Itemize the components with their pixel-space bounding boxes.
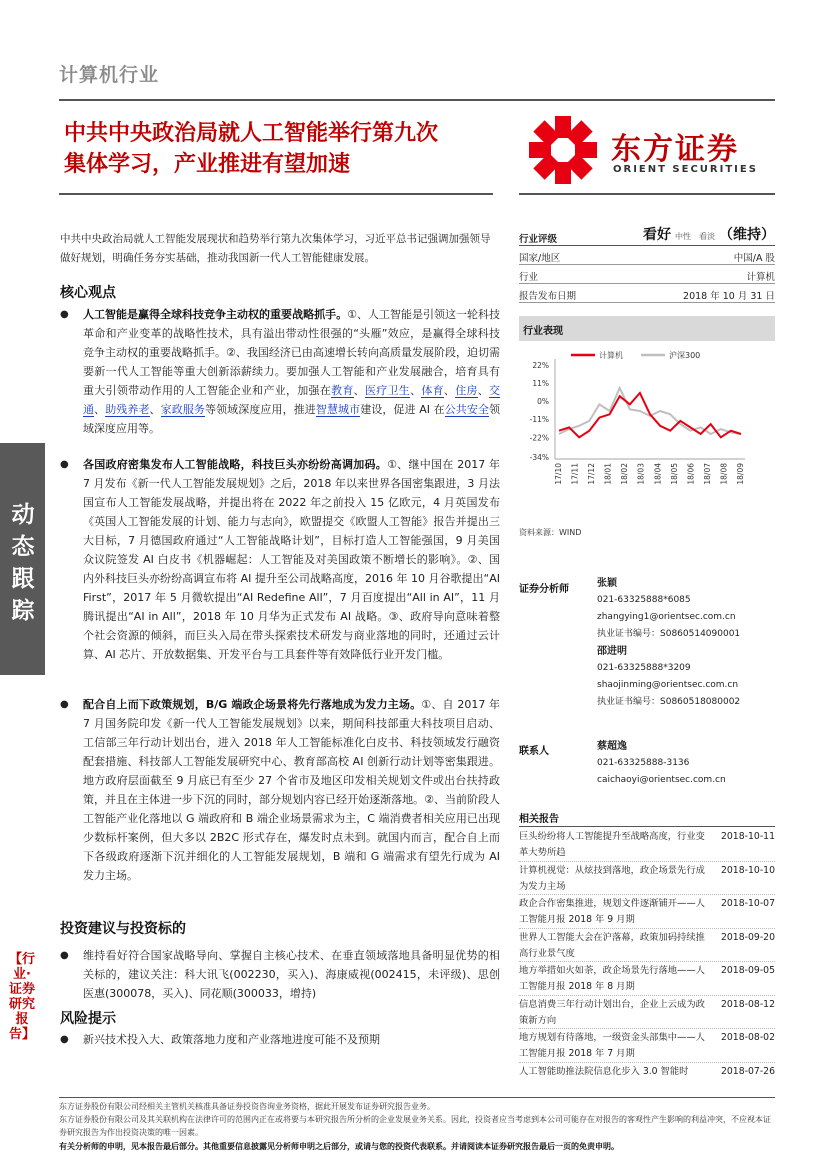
rating-alt-bearish: 看淡 <box>699 232 715 241</box>
analyst-1-name: 张颖 <box>597 578 617 589</box>
legend-label: 计算机 <box>599 351 623 360</box>
y-tick-label: -34% <box>529 453 549 462</box>
analyst-2-phone: 021-63325888*3209 <box>597 663 691 673</box>
report-title: 政企合作密集推进，规划文件逐渐铺开——人工智能月报 2018 年 9 月期 <box>519 898 705 925</box>
rating-main: 看好 <box>643 227 671 243</box>
report-date: 2018-10-11 <box>720 831 775 842</box>
analyst-2-name: 邵进明 <box>597 646 627 657</box>
company-logo <box>525 110 775 190</box>
related-report-item[interactable] <box>519 1063 775 1083</box>
contact-name: 蔡超逸 <box>597 741 627 752</box>
title-line-2: 集体学习，产业推进有望加速 <box>64 152 351 177</box>
analyst-2-cert: 执业证书编号：S0860518080002 <box>597 697 741 707</box>
x-tick-label: 17/11 <box>570 463 580 485</box>
info-key: 行业 <box>519 272 539 283</box>
info-key: 国家/地区 <box>519 253 561 264</box>
related-report-item[interactable] <box>519 1029 775 1063</box>
sep: 、 <box>410 384 422 397</box>
contact-phone: 021-63325888-3136 <box>597 758 690 768</box>
related-report-item[interactable] <box>519 862 775 896</box>
related-reports-label: 相关报告 <box>519 814 559 825</box>
sep: 、 <box>149 403 161 416</box>
title-line-1: 中共中央政治局就人工智能举行第九次 <box>64 121 439 146</box>
highlight-transport[interactable]: 交通 <box>83 384 501 416</box>
bullet-3-lead: 配合自上而下政策规划，B/G 端政企场景将先行落地成为发力主场。 <box>83 698 422 711</box>
analyst-1-email[interactable]: zhangying1@orientsec.com.cn <box>597 612 736 622</box>
rating-alt-neutral: 中性 <box>675 232 691 241</box>
info-value: 2018 年 10 月 31 日 <box>683 291 775 302</box>
title-divider <box>59 193 493 195</box>
x-tick-label: 18/04 <box>653 463 663 485</box>
bullet-1 <box>60 305 500 438</box>
report-date: 2018-09-05 <box>720 965 775 976</box>
bullet-3-body: ①、自 2017 年 7 月国务院印发《新一代人工智能发展规划》以来，期间科技部重大科技项目启动、工信部三年行动计划出台，进入 2018 年人工智能标准化白皮书、科技领域发行融资配套措施、科技部人工智能发展研究中心、教育部高校 AI 创新行动计划等密集跟进。地方政府层面截至 9 月底已有至少 27 个省市及地区印发相关规划文件或出台扶持政策，并且在主体进一步下沉的同时，部分规划内容已经开始逐渐落地。②、当前阶段人工智能产业化落地以 G 端政府和 B 端企业场景需求为主，C 端消费者相关应用已出现少数标杆案例，但大多以 2B2C 形式存在，爆发时点未到。就国内而言，配合自上而下各级政府逐渐下沉并细化的人工智能发展规划，B 端和 G 端需求有望先行成为 AI 发力主场。 <box>83 698 500 882</box>
intro-paragraph: 中共中央政治局就人工智能发展现状和趋势举行第九次集体学习，习近平总书记强调加强领导做好规划，明确任务夯实基础，推动我国新一代人工智能健康发展。 <box>60 233 491 264</box>
report-title: 信息消费三年行动计划出台，企业上云成为政策新方向 <box>519 998 705 1026</box>
related-report-item[interactable] <box>519 895 775 929</box>
performance-label: 行业表现 <box>523 326 563 337</box>
header-divider <box>59 99 775 101</box>
bullet-dot: ● <box>60 459 69 470</box>
sep: 、 <box>353 384 365 397</box>
orient-logo-icon <box>525 112 601 188</box>
sep: 、 <box>94 403 106 416</box>
highlight-education[interactable]: 教育 <box>331 384 354 397</box>
industry-performance-chart <box>519 345 775 520</box>
info-value: 计算机 <box>746 272 775 283</box>
chart-source: 资料来源：WIND <box>519 528 582 537</box>
x-tick-label: 18/01 <box>603 463 613 485</box>
contact-email[interactable]: caichaoyi@orientsec.com.cn <box>597 775 726 785</box>
report-date: 2018-08-02 <box>720 1032 775 1043</box>
x-tick-label: 18/07 <box>702 463 712 485</box>
report-title: 世界人工智能大会在沪落幕，政策加码持续推高行业景气度 <box>519 931 705 959</box>
y-tick-label: 11% <box>532 379 549 389</box>
x-tick-label: 18/02 <box>620 463 630 485</box>
bullet-invest <box>60 946 500 1003</box>
highlight-elderly[interactable]: 助残养老 <box>105 403 150 416</box>
x-tick-label: 18/05 <box>669 463 679 485</box>
rating-table <box>519 224 775 303</box>
highlight-smart-city[interactable]: 智慧城市 <box>315 403 361 416</box>
sidebar-dynamic-label: 动态跟踪 <box>11 502 35 624</box>
related-reports-header <box>519 807 775 827</box>
legend-label: 沪深300 <box>669 351 701 360</box>
y-tick-label: 0% <box>537 397 549 407</box>
y-tick-label: -22% <box>529 433 549 443</box>
report-date: 2018-09-20 <box>720 931 775 943</box>
x-tick-label: 18/08 <box>719 463 729 485</box>
y-tick-label: 22% <box>532 361 549 370</box>
report-title: 人工智能助推法院信息化步入 3.0 智能时 <box>519 1065 689 1077</box>
core-heading: 核心观点 <box>60 285 116 301</box>
report-title: 地方举措如火如荼，政企场景先行落地——人工智能月报 2018 年 8 月期 <box>519 965 705 992</box>
sep: 、 <box>477 384 490 397</box>
related-reports-list <box>519 828 775 1083</box>
series-line-computer <box>559 393 741 437</box>
related-report-item[interactable] <box>519 962 775 996</box>
report-date: 2018-08-12 <box>720 998 775 1010</box>
sep: 、 <box>443 384 456 397</box>
report-title: 地方规划有待落地，一级资金头部集中——人工智能月报 2018 年 7 月期 <box>519 1032 705 1059</box>
info-row <box>519 265 775 284</box>
x-tick-label: 18/09 <box>736 463 745 485</box>
rating-keep: （维持） <box>719 227 775 243</box>
analyst-1-cert: 执业证书编号：S0860514090001 <box>597 629 741 639</box>
bullet-2-body: ①、继中国在 2017 年 7 月发布《新一代人工智能发展规划》之后，2018 年以来世界各国密集跟进，3 月法国宣布人工智能发展战略，并提出将在 2022 年之前投入 15 亿欧元，4 月英国发布《英国人工智能发展的计划、能力与志向》，欧盟提交《欧盟人工智能》报告并提出三大目标，7 月德国政府通过“人工智能战略计划”，目标打造人工智能强国，9 月美国众议院签发 AI 白皮书《机器崛起：人工智能及对美国政策不断增长的影响》。②、国内外科技巨头亦纷纷高调宣布将 AI 提升至公司战略高度，2016 年 10 月谷歌提出“AI First”，2017 年 5 月微软提出“AI Redefine All”，7 月百度提出“All in AI”，11 月腾讯提出“AI in All”，2018 年 10 月华为正式发布 AI 战略。③、政府导向意味着整个社会资源的倾斜，而巨头入局在带头探索技术研发与商业落地的同时，还通过云计算、AI 芯片、开放数据集、开发平台与工具套件等有效降低行业开发门槛。 <box>83 458 501 661</box>
contact-block <box>597 738 726 789</box>
highlight-public-safety[interactable]: 公共安全 <box>444 403 490 416</box>
x-tick-label: 18/03 <box>636 463 646 485</box>
performance-header <box>519 316 775 341</box>
analyst-1-phone: 021-63325888*6085 <box>597 595 691 605</box>
x-tick-label: 17/12 <box>587 463 597 485</box>
analyst-block <box>597 575 740 711</box>
analyst-label: 证券分析师 <box>519 584 569 595</box>
contact-label: 联系人 <box>519 746 549 757</box>
rating-row <box>519 224 775 246</box>
footer-line-3: 有关分析师的申明，见本报告最后部分。其他重要信息披露见分析师申明之后部分，或请与您的投资代表联系。并请阅读本证券研究报告最后一页的免责申明。 <box>59 1142 619 1151</box>
x-tick-label: 17/10 <box>554 463 563 485</box>
rating-label: 行业评级 <box>519 234 558 245</box>
logo-en-text: ORIENT SECURITIES <box>613 164 758 175</box>
report-title <box>64 118 504 180</box>
highlight-housing[interactable]: 住房 <box>455 384 478 397</box>
sidebar-report-type: 【行业·证券研究报告】 <box>8 952 35 1042</box>
sidebar-dynamic-tab <box>0 443 45 675</box>
invest-heading: 投资建议与投资标的 <box>60 921 186 937</box>
bullet-1-body: ①、人工智能是引领这一轮科技革命和产业变革的战略性技术，具有溢出带动性很强的“头雁”效应，是赢得全球科技竞争主动权的重要战略抓手。②、我国经济已由高速增长转向高质量发展阶段，迫切需要新一代人工智能等重大创新添薪续力。要加强人工智能和产业发展融合，培育具有重大引领带动作用的人工智能企业和产业，加强在 <box>83 308 500 397</box>
x-tick-label: 18/06 <box>686 463 696 485</box>
industry-label: 计算机行业 <box>59 64 160 86</box>
highlight-sports[interactable]: 体育 <box>421 384 444 397</box>
footer-divider <box>59 1097 775 1098</box>
info-value: 中国/A 股 <box>733 253 775 264</box>
report-title: 巨头纷纷将人工智能提升至战略高度，行业变革大势所趋 <box>519 831 705 858</box>
risk-heading: 风险提示 <box>60 1011 116 1027</box>
info-row <box>519 284 775 303</box>
bullet-2 <box>60 455 500 664</box>
risk-body: 新兴技术投入大、政策落地力度和产业落地进度可能不及预期 <box>83 1033 380 1046</box>
bullet-3 <box>60 695 500 885</box>
report-date: 2018-10-10 <box>720 864 775 876</box>
bullet-1-body-c: 建设，促进 AI 在 <box>360 403 445 416</box>
highlight-medical[interactable]: 医疗卫生 <box>364 384 411 397</box>
invest-body: 维持看好符合国家战略导向、掌握自主核心技术、在垂直领域落地具备明显优势的相关标的，建议关注：科大讯飞(002230，买入)、海康威视(002415，未评级)、思创医惠(300078，买入)、同花顺(300033，增持) <box>83 949 500 1000</box>
bullet-1-body-b: 等领域深度应用，推进 <box>205 403 316 416</box>
bullet-dot: ● <box>60 309 69 320</box>
bullet-dot: ● <box>60 699 69 710</box>
bullet-risk <box>60 1030 500 1049</box>
bullet-dot: ● <box>60 1034 69 1045</box>
related-report-item[interactable] <box>519 996 775 1030</box>
report-date: 2018-10-07 <box>720 898 775 909</box>
related-report-item[interactable] <box>519 828 775 862</box>
report-date: 2018-07-26 <box>720 1065 775 1077</box>
y-tick-label: -11% <box>529 415 549 425</box>
highlight-housekeeping[interactable]: 家政服务 <box>160 403 205 416</box>
logo-divider <box>519 193 775 195</box>
bullet-dot: ● <box>60 950 69 961</box>
analyst-2-email[interactable]: shaojinming@orientsec.com.cn <box>597 680 739 690</box>
logo-cn-text: 东方证券 <box>611 132 739 167</box>
footer-line-1: 东方证券股份有限公司经相关主管机关核准具备证券投资咨询业务资格，据此开展发布证券研究报告业务。 <box>59 1102 435 1111</box>
rating-value <box>643 224 775 244</box>
info-key: 报告发布日期 <box>519 291 577 302</box>
bullet-1-body-d: 领域深度应用等。 <box>83 403 501 435</box>
bullet-1-lead: 人工智能是赢得全球科技竞争主动权的重要战略抓手。 <box>83 308 348 321</box>
bullet-2-lead: 各国政府密集发布人工智能战略，科技巨头亦纷纷高调加码。 <box>83 458 388 471</box>
info-row <box>519 246 775 265</box>
report-title: 计算机视觉：从炫技到落地，政企场景先行成为发力主场 <box>519 864 705 892</box>
footer-line-2: 东方证券股份有限公司及其关联机构在法律许可的范围内正在或将要与本研究报告所分析的企业发展业务关系。因此，投资者应当考虑到本公司可能存在对报告的客观性产生影响的利益冲突，不应视本证券研究报告为作出投资决策的唯一因素。 <box>59 1115 771 1137</box>
related-report-item[interactable] <box>519 929 775 963</box>
